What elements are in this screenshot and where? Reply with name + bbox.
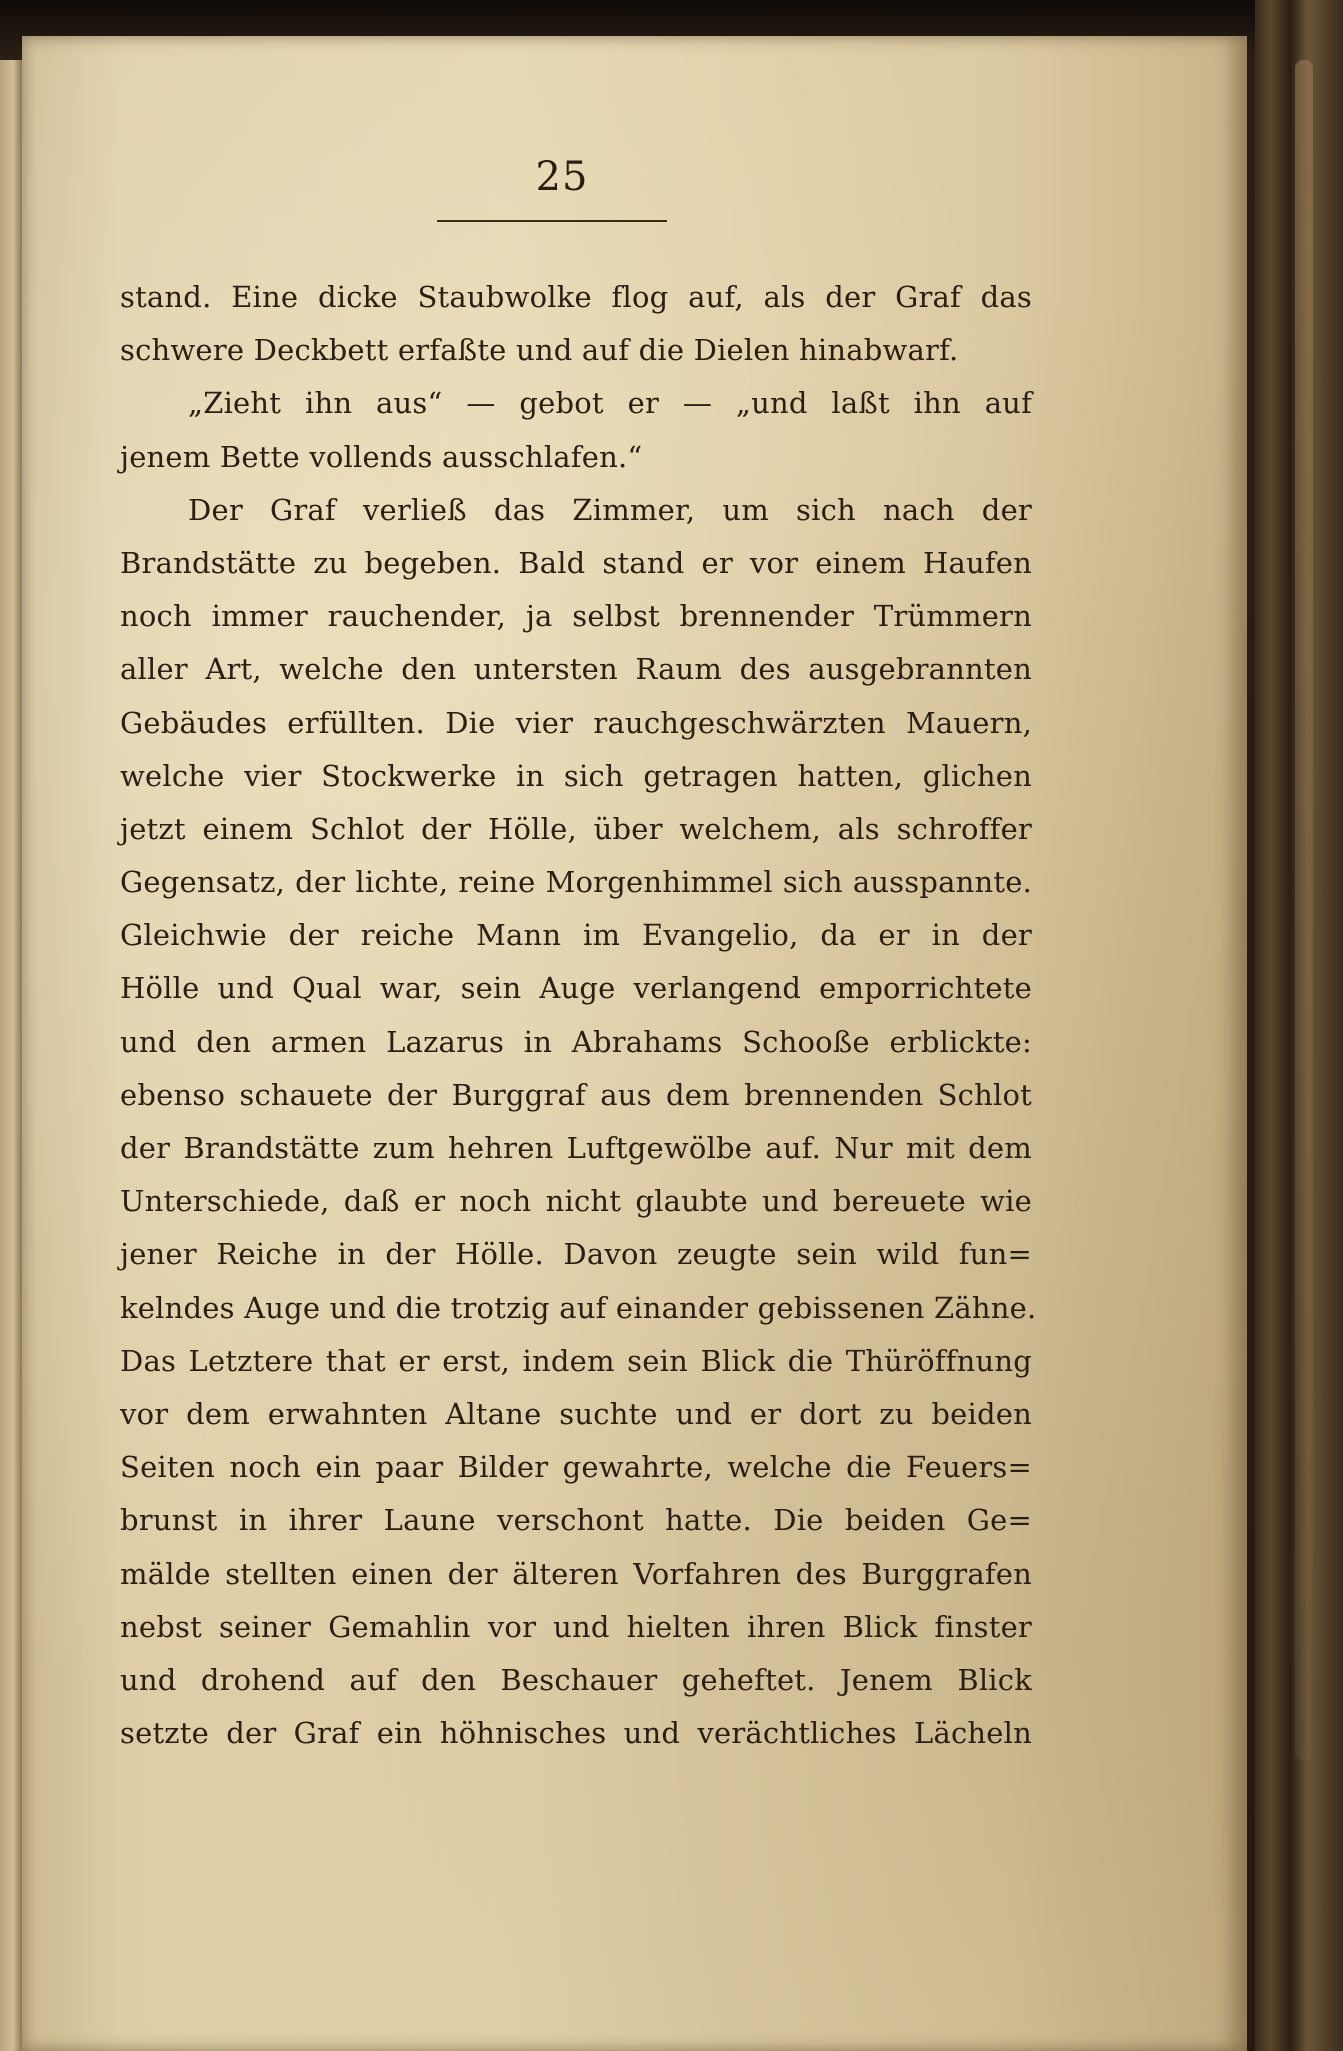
text-line: schwere Deckbett erfaßte und auf die Dielen hinabwarf. <box>120 333 959 368</box>
text-line: brunst in ihrer Laune verschont hatte. Die beiden Ge= <box>120 1503 1032 1538</box>
text-line: aller Art, welche den untersten Raum des ausgebrannten <box>120 652 1032 687</box>
text-line: Unterschiede, daß er noch nicht glaubte und bereuete wie <box>120 1184 1032 1219</box>
text-line: und drohend auf den Beschauer geheftet. Jenem Blick <box>120 1662 1032 1697</box>
text-line: nebst seiner Gemahlin vor und hielten ihren Blick finster <box>120 1609 1032 1644</box>
text-line: setzte der Graf ein höhnisches und verächtliches Lächeln <box>120 1716 1032 1751</box>
text-line: Gebäudes erfüllten. Die vier rauchgeschwärzten Mauern, <box>120 705 1032 740</box>
text-line: Hölle und Qual war, sein Auge verlangend emporrichtete <box>120 971 1032 1006</box>
text-line: mälde stellten einen der älteren Vorfahren des Burggrafen <box>120 1556 1032 1591</box>
text-line: jetzt einem Schlot der Hölle, über welchem, als schroffer <box>120 811 1032 846</box>
text-line: jenem Bette vollends ausschlafen.“ <box>120 439 643 474</box>
text-line: Seiten noch ein paar Bilder gewahrte, welche die Feuers= <box>120 1450 1032 1485</box>
text-line: ebenso schauete der Burggraf aus dem brennenden Schlot <box>120 1077 1032 1112</box>
text-line: Der Graf verließ das Zimmer, um sich nach der <box>188 492 1032 527</box>
text-line: kelndes Auge und die trotzig auf einander gebissenen Zähne. <box>120 1290 1037 1325</box>
text-line: stand. Eine dicke Staubwolke flog auf, als der Graf das <box>120 280 1032 314</box>
book-page <box>22 36 1247 2051</box>
text-line: vor dem erwahnten Altane suchte und er dort zu beiden <box>120 1396 1032 1431</box>
text-line: „Zieht ihn aus“ — gebot er — „und laßt ihn auf <box>188 386 1032 421</box>
text-line: welche vier Stockwerke in sich getragen hatten, glichen <box>120 758 1032 793</box>
binding-highlight <box>1295 60 1313 1760</box>
text-line: noch immer rauchender, ja selbst brennender Trümmern <box>120 599 1032 634</box>
text-line: und den armen Lazarus in Abrahams Schooße erblickte: <box>120 1024 1032 1059</box>
page-number: 25 <box>535 154 589 200</box>
text-line: jener Reiche in der Hölle. Davon zeugte sein wild fun= <box>120 1237 1032 1272</box>
page-number-rule <box>437 220 667 222</box>
body-text <box>120 271 1037 1760</box>
text-line: der Brandstätte zum hehren Luftgewölbe auf. Nur mit dem <box>120 1131 1032 1165</box>
text-line: Brandstätte zu begeben. Bald stand er vor einem Haufen <box>120 545 1032 580</box>
previous-page-edge <box>0 60 22 2051</box>
text-line: Gleichwie der reiche Mann im Evangelio, da er in der <box>120 918 1032 953</box>
text-line: Gegensatz, der lichte, reine Morgenhimmel sich ausspannte. <box>120 865 1032 900</box>
text-line: Das Letztere that er erst, indem sein Blick die Thüröffnung <box>120 1343 1032 1378</box>
